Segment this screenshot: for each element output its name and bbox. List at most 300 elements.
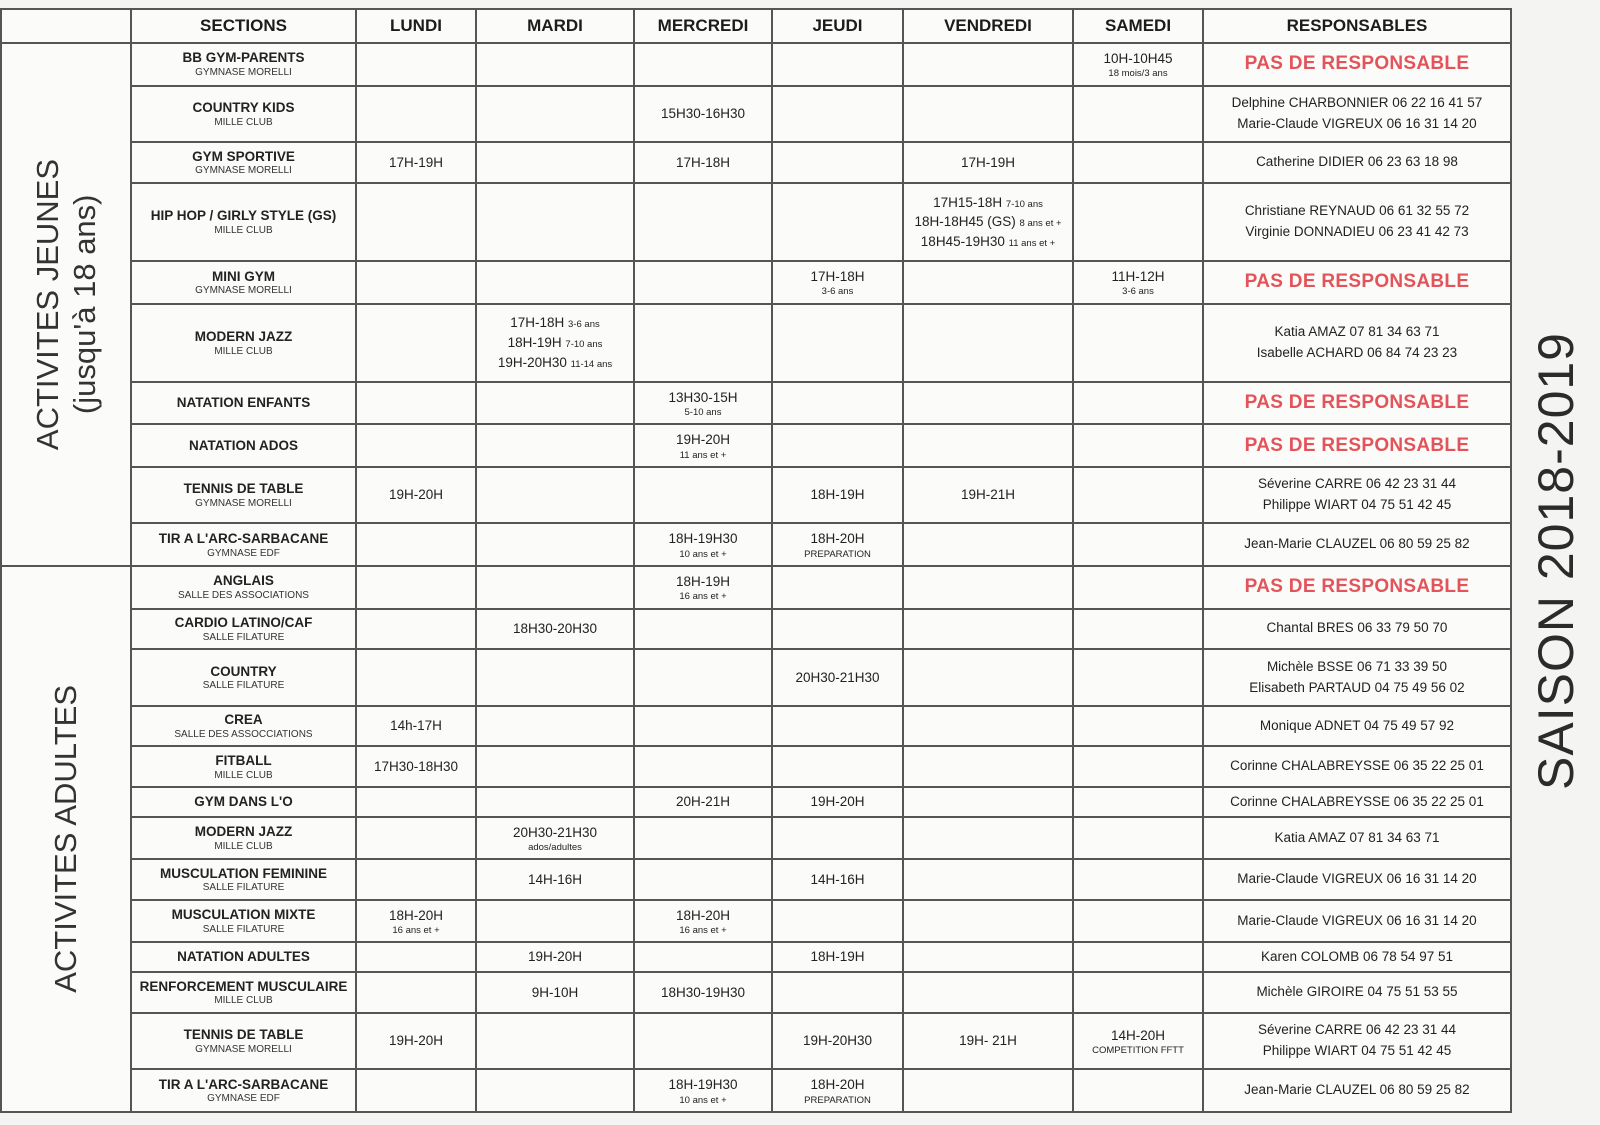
group-label-line: ACTIVITES JEUNES bbox=[29, 158, 65, 451]
time-slot bbox=[776, 485, 899, 505]
section-cell bbox=[131, 609, 356, 650]
day-cell-lundi bbox=[356, 1013, 476, 1070]
table-row bbox=[1, 649, 1511, 706]
time-range: 18H-18H45 (GS) bbox=[914, 214, 1016, 230]
day-cell-samedi bbox=[1073, 649, 1203, 706]
time-range: 19H-21H bbox=[960, 487, 1016, 503]
day-cell-mardi bbox=[476, 942, 634, 972]
day-cell-jeudi bbox=[772, 86, 903, 143]
day-cell-mercredi bbox=[634, 261, 772, 304]
table-row bbox=[1, 467, 1511, 524]
section-name: GYM DANS L'O bbox=[194, 794, 293, 810]
time-range: 18H-19H bbox=[675, 573, 731, 589]
time-slot bbox=[1077, 49, 1199, 69]
table-row bbox=[1, 787, 1511, 817]
age-range: 7-10 ans bbox=[1005, 198, 1043, 210]
group-label-line: (jusqu'à 18 ans) bbox=[67, 194, 102, 415]
section-name: BB GYM-PARENTS bbox=[182, 50, 305, 66]
responsables-cell bbox=[1203, 86, 1511, 143]
section-location: GYMNASE MORELLI bbox=[195, 497, 292, 509]
schedule-table bbox=[0, 8, 1512, 1113]
table-row bbox=[1, 609, 1511, 650]
slot-note: 16 ans et + bbox=[679, 925, 727, 937]
responsable-contact: Marie-Claude VIGREUX 06 16 31 14 20 bbox=[1237, 871, 1477, 887]
table-row bbox=[1, 972, 1511, 1013]
section-cell bbox=[131, 706, 356, 747]
section-name: MUSCULATION FEMININE bbox=[160, 865, 327, 881]
day-cell-lundi bbox=[356, 566, 476, 609]
day-cell-vendredi bbox=[903, 706, 1073, 747]
day-cell-jeudi bbox=[772, 566, 903, 609]
slot-note: 11 ans et + bbox=[679, 449, 727, 461]
slot-note: PREPARATION bbox=[804, 548, 871, 560]
section-location: MILLE CLUB bbox=[214, 769, 273, 781]
section-name: ANGLAIS bbox=[213, 573, 274, 589]
time-slot bbox=[480, 870, 630, 890]
responsable-contact: Corinne CHALABREYSSE 06 35 22 25 01 bbox=[1230, 793, 1484, 809]
day-cell-vendredi bbox=[903, 1069, 1073, 1112]
section-name: TENNIS DE TABLE bbox=[183, 1027, 304, 1043]
section-cell bbox=[131, 523, 356, 566]
section-location: MILLE CLUB bbox=[214, 116, 273, 128]
day-cell-mardi bbox=[476, 142, 634, 183]
table-row bbox=[1, 523, 1511, 566]
day-cell-samedi bbox=[1073, 609, 1203, 650]
header-jeudi: JEUDI bbox=[772, 9, 903, 43]
section-cell bbox=[131, 142, 356, 183]
day-cell-jeudi bbox=[772, 261, 903, 304]
day-cell-jeudi bbox=[772, 859, 903, 900]
time-slot bbox=[638, 572, 768, 592]
day-cell-lundi bbox=[356, 972, 476, 1013]
table-row bbox=[1, 86, 1511, 143]
time-range: 18H-19H bbox=[810, 949, 865, 965]
responsable-contact: Katia AMAZ 07 81 34 63 71 bbox=[1274, 829, 1440, 845]
day-cell-lundi bbox=[356, 424, 476, 467]
group-label-cell bbox=[1, 566, 131, 1112]
section-cell bbox=[131, 86, 356, 143]
table-row bbox=[1, 142, 1511, 183]
day-cell-vendredi bbox=[903, 43, 1073, 86]
day-cell-mercredi bbox=[634, 467, 772, 524]
day-cell-mardi bbox=[476, 304, 634, 382]
day-cell-samedi bbox=[1073, 1013, 1203, 1070]
responsables-cell bbox=[1203, 261, 1511, 304]
responsables-cell bbox=[1203, 1069, 1511, 1112]
time-slot bbox=[480, 353, 630, 373]
time-slot bbox=[776, 947, 899, 967]
responsables-cell bbox=[1203, 706, 1511, 747]
no-responsable-label: PAS DE RESPONSABLE bbox=[1244, 576, 1470, 598]
day-cell-samedi bbox=[1073, 900, 1203, 943]
responsables-cell bbox=[1203, 142, 1511, 183]
time-slot bbox=[360, 906, 472, 926]
day-cell-jeudi bbox=[772, 746, 903, 787]
time-range: 18H-20H bbox=[810, 1077, 865, 1093]
responsable-contact: Marie-Claude VIGREUX 06 16 31 14 20 bbox=[1237, 912, 1477, 928]
group-label-cell bbox=[1, 43, 131, 566]
responsable-contact: Elisabeth PARTAUD 04 75 49 56 02 bbox=[1249, 679, 1465, 695]
time-slot bbox=[480, 823, 630, 843]
responsables-cell bbox=[1203, 382, 1511, 425]
section-name: TENNIS DE TABLE bbox=[183, 481, 304, 497]
responsable-contact: Michèle BSSE 06 71 33 39 50 bbox=[1266, 658, 1448, 674]
time-slot bbox=[638, 792, 768, 812]
responsable-contact: Corinne CHALABREYSSE 06 35 22 25 01 bbox=[1230, 758, 1484, 774]
slot-note: 16 ans et + bbox=[392, 925, 440, 937]
day-cell-mercredi bbox=[634, 649, 772, 706]
day-cell-mercredi bbox=[634, 942, 772, 972]
time-slot bbox=[638, 1075, 768, 1095]
header-corner bbox=[1, 9, 131, 43]
responsables-cell bbox=[1203, 609, 1511, 650]
time-range: 17H-19H bbox=[960, 154, 1016, 170]
day-cell-mercredi bbox=[634, 900, 772, 943]
time-range: 20H-21H bbox=[675, 794, 731, 810]
day-cell-samedi bbox=[1073, 467, 1203, 524]
day-cell-lundi bbox=[356, 43, 476, 86]
day-cell-vendredi bbox=[903, 424, 1073, 467]
day-cell-jeudi bbox=[772, 467, 903, 524]
table-row bbox=[1, 304, 1511, 382]
slot-note: 18 mois/3 ans bbox=[1108, 68, 1168, 80]
table-row bbox=[1, 1069, 1511, 1112]
table-row bbox=[1, 261, 1511, 304]
day-cell-mardi bbox=[476, 1013, 634, 1070]
section-name: NATATION ADULTES bbox=[177, 949, 310, 965]
time-range: 14H-20H bbox=[1110, 1027, 1166, 1043]
day-cell-jeudi bbox=[772, 523, 903, 566]
slot-note: 16 ans et + bbox=[679, 591, 727, 603]
day-cell-samedi bbox=[1073, 859, 1203, 900]
section-cell bbox=[131, 787, 356, 817]
time-range: 10H-10H45 bbox=[1103, 50, 1173, 66]
table-row bbox=[1, 706, 1511, 747]
section-name: GYM SPORTIVE bbox=[192, 148, 295, 164]
section-location: MILLE CLUB bbox=[214, 995, 273, 1007]
time-range: 17H30-18H30 bbox=[373, 759, 459, 775]
table-row bbox=[1, 817, 1511, 860]
time-range: 18H-19H30 bbox=[668, 531, 738, 547]
time-slot bbox=[638, 153, 768, 173]
time-range: 18H-20H bbox=[675, 907, 731, 923]
section-cell bbox=[131, 817, 356, 860]
day-cell-samedi bbox=[1073, 382, 1203, 425]
day-cell-mercredi bbox=[634, 43, 772, 86]
section-location: GYMNASE MORELLI bbox=[195, 67, 292, 79]
day-cell-samedi bbox=[1073, 142, 1203, 183]
age-range: 8 ans et + bbox=[1019, 218, 1062, 230]
day-cell-mardi bbox=[476, 382, 634, 425]
day-cell-samedi bbox=[1073, 942, 1203, 972]
time-slot bbox=[638, 983, 768, 1003]
time-slot bbox=[480, 619, 630, 639]
day-cell-mardi bbox=[476, 1069, 634, 1112]
day-cell-jeudi bbox=[772, 1013, 903, 1070]
day-cell-mercredi bbox=[634, 304, 772, 382]
day-cell-jeudi bbox=[772, 900, 903, 943]
responsable-contact: Jean-Marie CLAUZEL 06 80 59 25 82 bbox=[1244, 536, 1470, 552]
responsables-cell bbox=[1203, 817, 1511, 860]
day-cell-samedi bbox=[1073, 706, 1203, 747]
day-cell-vendredi bbox=[903, 942, 1073, 972]
day-cell-lundi bbox=[356, 261, 476, 304]
table-row bbox=[1, 900, 1511, 943]
responsable-contact: Jean-Marie CLAUZEL 06 80 59 25 82 bbox=[1244, 1082, 1470, 1098]
day-cell-lundi bbox=[356, 1069, 476, 1112]
responsables-cell bbox=[1203, 746, 1511, 787]
day-cell-mercredi bbox=[634, 523, 772, 566]
section-location: GYMNASE MORELLI bbox=[195, 165, 292, 177]
responsable-contact: Philippe WIART 04 75 51 42 45 bbox=[1262, 1043, 1452, 1059]
section-name: HIP HOP / GIRLY STYLE (GS) bbox=[150, 208, 337, 224]
day-cell-lundi bbox=[356, 304, 476, 382]
section-name: MODERN JAZZ bbox=[194, 328, 293, 344]
time-range: 19H-20H30 bbox=[497, 354, 567, 370]
day-cell-mercredi bbox=[634, 609, 772, 650]
time-slot bbox=[638, 388, 768, 408]
schedule-body bbox=[1, 43, 1511, 1112]
header-responsables: RESPONSABLES bbox=[1203, 9, 1511, 43]
time-slot bbox=[638, 104, 768, 124]
header-mercredi: MERCREDI bbox=[634, 9, 772, 43]
responsables-cell bbox=[1203, 467, 1511, 524]
day-cell-vendredi bbox=[903, 900, 1073, 943]
day-cell-lundi bbox=[356, 649, 476, 706]
season-title: SAISON 2018-2019 bbox=[1528, 331, 1584, 790]
section-cell bbox=[131, 382, 356, 425]
group-label bbox=[47, 685, 84, 993]
section-cell bbox=[131, 566, 356, 609]
day-cell-mercredi bbox=[634, 566, 772, 609]
time-slot bbox=[480, 333, 630, 353]
responsable-contact: Chantal BRES 06 33 79 50 70 bbox=[1266, 620, 1448, 636]
day-cell-mardi bbox=[476, 183, 634, 261]
time-range: 18H-20H bbox=[810, 531, 865, 547]
table-row bbox=[1, 942, 1511, 972]
day-cell-lundi bbox=[356, 817, 476, 860]
day-cell-mardi bbox=[476, 817, 634, 860]
day-cell-lundi bbox=[356, 86, 476, 143]
table-row bbox=[1, 1013, 1511, 1070]
responsables-cell bbox=[1203, 566, 1511, 609]
time-range: 18H30-19H30 bbox=[660, 984, 746, 1000]
time-slot bbox=[907, 232, 1069, 252]
day-cell-lundi bbox=[356, 706, 476, 747]
section-name: MUSCULATION MIXTE bbox=[171, 907, 316, 923]
day-cell-samedi bbox=[1073, 86, 1203, 143]
responsable-contact: Catherine DIDIER 06 23 63 18 98 bbox=[1256, 153, 1458, 169]
day-cell-jeudi bbox=[772, 1069, 903, 1112]
responsable-contact: Virginie DONNADIEU 06 23 41 42 73 bbox=[1245, 223, 1469, 239]
time-range: 18H-19H bbox=[810, 487, 865, 503]
day-cell-mardi bbox=[476, 649, 634, 706]
section-cell bbox=[131, 972, 356, 1013]
section-name: FITBALL bbox=[215, 753, 272, 769]
section-cell bbox=[131, 467, 356, 524]
section-cell bbox=[131, 900, 356, 943]
day-cell-samedi bbox=[1073, 787, 1203, 817]
day-cell-mardi bbox=[476, 859, 634, 900]
day-cell-jeudi bbox=[772, 304, 903, 382]
slot-note: 5-10 ans bbox=[684, 407, 722, 419]
day-cell-mercredi bbox=[634, 86, 772, 143]
section-name: COUNTRY KIDS bbox=[192, 100, 295, 116]
time-slot bbox=[360, 757, 472, 777]
day-cell-vendredi bbox=[903, 787, 1073, 817]
section-cell bbox=[131, 859, 356, 900]
slot-note: 10 ans et + bbox=[679, 548, 727, 560]
responsable-contact: Séverine CARRE 06 42 23 31 44 bbox=[1257, 476, 1457, 492]
time-range: 14H-16H bbox=[527, 871, 583, 887]
responsables-cell bbox=[1203, 942, 1511, 972]
time-range: 13H30-15H bbox=[668, 389, 738, 405]
table-row bbox=[1, 183, 1511, 261]
day-cell-lundi bbox=[356, 523, 476, 566]
day-cell-mercredi bbox=[634, 746, 772, 787]
day-cell-vendredi bbox=[903, 382, 1073, 425]
age-range: 3-6 ans bbox=[568, 319, 600, 331]
responsable-contact: Monique ADNET 04 75 49 57 92 bbox=[1259, 717, 1455, 733]
section-location: GYMNASE MORELLI bbox=[195, 285, 292, 297]
day-cell-mercredi bbox=[634, 787, 772, 817]
section-cell bbox=[131, 649, 356, 706]
day-cell-jeudi bbox=[772, 817, 903, 860]
section-location: GYMNASE EDF bbox=[207, 547, 280, 559]
time-slot bbox=[360, 1031, 472, 1051]
table-row bbox=[1, 382, 1511, 425]
day-cell-lundi bbox=[356, 900, 476, 943]
responsables-cell bbox=[1203, 972, 1511, 1013]
day-cell-mercredi bbox=[634, 972, 772, 1013]
section-location: SALLE DES ASSOCIATIONS bbox=[178, 590, 309, 602]
no-responsable-label: PAS DE RESPONSABLE bbox=[1244, 392, 1470, 414]
time-slot bbox=[638, 906, 768, 926]
header-lundi: LUNDI bbox=[356, 9, 476, 43]
day-cell-jeudi bbox=[772, 706, 903, 747]
time-range: 19H- 21H bbox=[959, 1033, 1017, 1049]
time-slot bbox=[776, 1031, 899, 1051]
group-label bbox=[29, 159, 103, 450]
time-range: 19H-20H bbox=[527, 949, 583, 965]
day-cell-mercredi bbox=[634, 817, 772, 860]
no-responsable-label: PAS DE RESPONSABLE bbox=[1244, 434, 1470, 456]
responsables-cell bbox=[1203, 1013, 1511, 1070]
header-vendredi: VENDREDI bbox=[903, 9, 1073, 43]
day-cell-samedi bbox=[1073, 1069, 1203, 1112]
time-range: 17H-19H bbox=[388, 154, 444, 170]
no-responsable-label: PAS DE RESPONSABLE bbox=[1244, 271, 1470, 293]
responsable-contact: Séverine CARRE 06 42 23 31 44 bbox=[1257, 1022, 1457, 1038]
time-range: 18H-20H bbox=[388, 907, 444, 923]
day-cell-vendredi bbox=[903, 972, 1073, 1013]
responsable-contact: Michèle GIROIRE 04 75 51 53 55 bbox=[1256, 983, 1458, 999]
day-cell-mercredi bbox=[634, 183, 772, 261]
group-label-line: ACTIVITES ADULTES bbox=[48, 685, 84, 993]
section-location: SALLE FILATURE bbox=[202, 631, 285, 643]
day-cell-samedi bbox=[1073, 43, 1203, 86]
day-cell-jeudi bbox=[772, 649, 903, 706]
table-row bbox=[1, 43, 1511, 86]
time-slot bbox=[480, 983, 630, 1003]
day-cell-vendredi bbox=[903, 859, 1073, 900]
section-location: MILLE CLUB bbox=[214, 840, 273, 852]
slot-note: 3-6 ans bbox=[821, 286, 854, 298]
day-cell-mardi bbox=[476, 467, 634, 524]
responsable-contact: Isabelle ACHARD 06 84 74 23 23 bbox=[1256, 344, 1458, 360]
day-cell-jeudi bbox=[772, 142, 903, 183]
slot-note: 3-6 ans bbox=[1122, 286, 1154, 298]
section-location: SALLE FILATURE bbox=[202, 680, 285, 692]
time-slot bbox=[360, 716, 472, 736]
time-range: 17H-18H bbox=[810, 268, 865, 284]
table-row bbox=[1, 859, 1511, 900]
section-cell bbox=[131, 304, 356, 382]
responsables-cell bbox=[1203, 787, 1511, 817]
day-cell-jeudi bbox=[772, 787, 903, 817]
time-range: 17H15-18H bbox=[933, 194, 1003, 210]
day-cell-vendredi bbox=[903, 86, 1073, 143]
slot-note: COMPETITION FFTT bbox=[1092, 1045, 1184, 1057]
section-name: RENFORCEMENT MUSCULAIRE bbox=[139, 978, 348, 994]
section-name: CREA bbox=[224, 712, 263, 728]
season-label-box bbox=[1512, 8, 1600, 1113]
day-cell-lundi bbox=[356, 142, 476, 183]
time-slot bbox=[907, 212, 1069, 232]
no-responsable-label: PAS DE RESPONSABLE bbox=[1244, 53, 1470, 75]
section-cell bbox=[131, 43, 356, 86]
responsable-contact: Katia AMAZ 07 81 34 63 71 bbox=[1274, 323, 1440, 339]
day-cell-vendredi bbox=[903, 649, 1073, 706]
day-cell-mardi bbox=[476, 609, 634, 650]
time-slot bbox=[776, 870, 899, 890]
section-location: SALLE FILATURE bbox=[202, 882, 285, 894]
day-cell-vendredi bbox=[903, 304, 1073, 382]
section-cell bbox=[131, 1013, 356, 1070]
day-cell-vendredi bbox=[903, 746, 1073, 787]
day-cell-mercredi bbox=[634, 1013, 772, 1070]
day-cell-mardi bbox=[476, 746, 634, 787]
responsable-contact: Marie-Claude VIGREUX 06 16 31 14 20 bbox=[1237, 115, 1477, 131]
day-cell-samedi bbox=[1073, 261, 1203, 304]
day-cell-jeudi bbox=[772, 609, 903, 650]
day-cell-mardi bbox=[476, 787, 634, 817]
time-range: 20H30-21H30 bbox=[512, 824, 598, 840]
day-cell-mercredi bbox=[634, 424, 772, 467]
section-cell bbox=[131, 424, 356, 467]
responsables-cell bbox=[1203, 859, 1511, 900]
day-cell-vendredi bbox=[903, 142, 1073, 183]
day-cell-mardi bbox=[476, 972, 634, 1013]
time-slot bbox=[907, 485, 1069, 505]
day-cell-vendredi bbox=[903, 1013, 1073, 1070]
section-cell bbox=[131, 942, 356, 972]
time-range: 11H-12H bbox=[1111, 268, 1165, 284]
day-cell-mardi bbox=[476, 424, 634, 467]
section-cell bbox=[131, 746, 356, 787]
day-cell-mardi bbox=[476, 261, 634, 304]
header-samedi: SAMEDI bbox=[1073, 9, 1203, 43]
day-cell-jeudi bbox=[772, 382, 903, 425]
day-cell-lundi bbox=[356, 467, 476, 524]
age-range: 7-10 ans bbox=[565, 338, 603, 350]
time-slot bbox=[480, 947, 630, 967]
section-name: CARDIO LATINO/CAF bbox=[174, 615, 313, 631]
day-cell-mardi bbox=[476, 706, 634, 747]
day-cell-jeudi bbox=[772, 183, 903, 261]
day-cell-vendredi bbox=[903, 523, 1073, 566]
section-name: MINI GYM bbox=[212, 268, 275, 284]
